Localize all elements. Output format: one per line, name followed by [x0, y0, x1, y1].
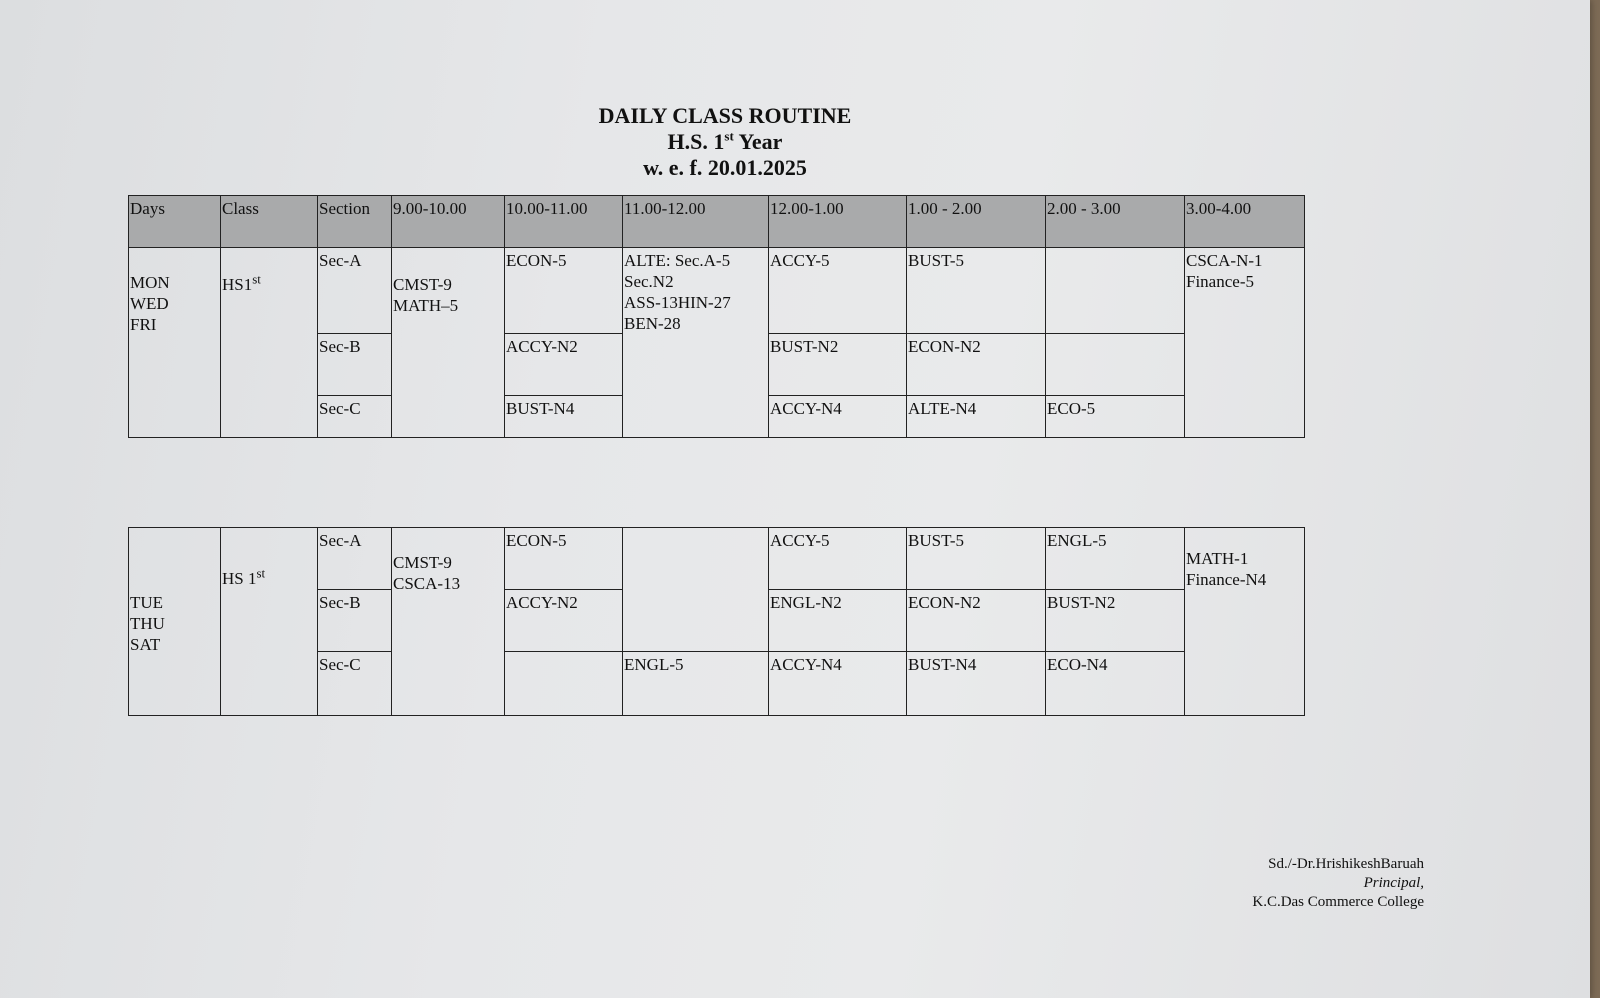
period-cell: [1046, 248, 1185, 334]
section-cell: Sec-A: [318, 248, 392, 334]
period-cell: ECON-5: [505, 528, 623, 590]
header-class: Class: [221, 196, 318, 248]
section-cell: Sec-B: [318, 590, 392, 652]
class-cell: HS1st: [221, 248, 318, 438]
period-cell: [623, 528, 769, 652]
period-cell: MATH-1 Finance-N4: [1185, 528, 1305, 716]
period-cell: BUST-N2: [769, 334, 907, 396]
days-cell: MON WED FRI: [129, 248, 221, 438]
document-subtitle: H.S. 1st Year: [667, 128, 783, 154]
period-cell: ECON-N2: [907, 590, 1046, 652]
routine-table-tts: [128, 527, 1305, 716]
period-cell: ENGL-N2: [769, 590, 907, 652]
routine-table-mwf: [128, 195, 1305, 438]
period-cell: BUST-5: [907, 528, 1046, 590]
period-cell: BUST-5: [907, 248, 1046, 334]
period-cell: ALTE: Sec.A-5 Sec.N2 ASS-13HIN-27 BEN-28: [623, 248, 769, 438]
period-cell: CMST-9 CSCA-13: [392, 528, 505, 716]
period-cell: [1046, 334, 1185, 396]
days-cell: TUE THU SAT: [129, 528, 221, 716]
header-slot: 11.00-12.00: [623, 196, 769, 248]
period-cell: ECON-N2: [907, 334, 1046, 396]
period-cell: ENGL-5: [623, 652, 769, 716]
effective-date: w. e. f. 20.01.2025: [643, 155, 807, 180]
class-cell: HS 1st: [221, 528, 318, 716]
period-cell: ACCY-N4: [769, 396, 907, 438]
header-slot: 3.00-4.00: [1185, 196, 1305, 248]
section-cell: Sec-B: [318, 334, 392, 396]
period-cell: ECO-N4: [1046, 652, 1185, 716]
period-cell: BUST-N4: [505, 396, 623, 438]
period-cell: ACCY-N2: [505, 334, 623, 396]
period-cell: ACCY-5: [769, 528, 907, 590]
header-days: Days: [129, 196, 221, 248]
period-cell: ENGL-5: [1046, 528, 1185, 590]
header-slot: 10.00-11.00: [505, 196, 623, 248]
document-title: DAILY CLASS ROUTINE: [598, 103, 852, 128]
period-cell: ACCY-N4: [769, 652, 907, 716]
period-cell: [505, 652, 623, 716]
header-slot: 2.00 - 3.00: [1046, 196, 1185, 248]
period-cell: ACCY-N2: [505, 590, 623, 652]
header-section: Section: [318, 196, 392, 248]
signature-name: Sd./-Dr.HrishikeshBaruah: [1268, 856, 1424, 872]
period-cell: ECO-5: [1046, 396, 1185, 438]
section-cell: Sec-A: [318, 528, 392, 590]
header-slot: 1.00 - 2.00: [907, 196, 1046, 248]
period-cell: ACCY-5: [769, 248, 907, 334]
signature-institution: K.C.Das Commerce College: [1252, 894, 1424, 910]
section-cell: Sec-C: [318, 652, 392, 716]
header-slot: 12.00-1.00: [769, 196, 907, 248]
period-cell: CSCA-N-1 Finance-5: [1185, 248, 1305, 438]
signature-title: Principal,: [1363, 875, 1424, 891]
period-cell: ECON-5: [505, 248, 623, 334]
period-cell: BUST-N2: [1046, 590, 1185, 652]
period-cell: BUST-N4: [907, 652, 1046, 716]
header-slot: 9.00-10.00: [392, 196, 505, 248]
section-cell: Sec-C: [318, 396, 392, 438]
period-cell: CMST-9 MATH–5: [392, 248, 505, 438]
period-cell: ALTE-N4: [907, 396, 1046, 438]
